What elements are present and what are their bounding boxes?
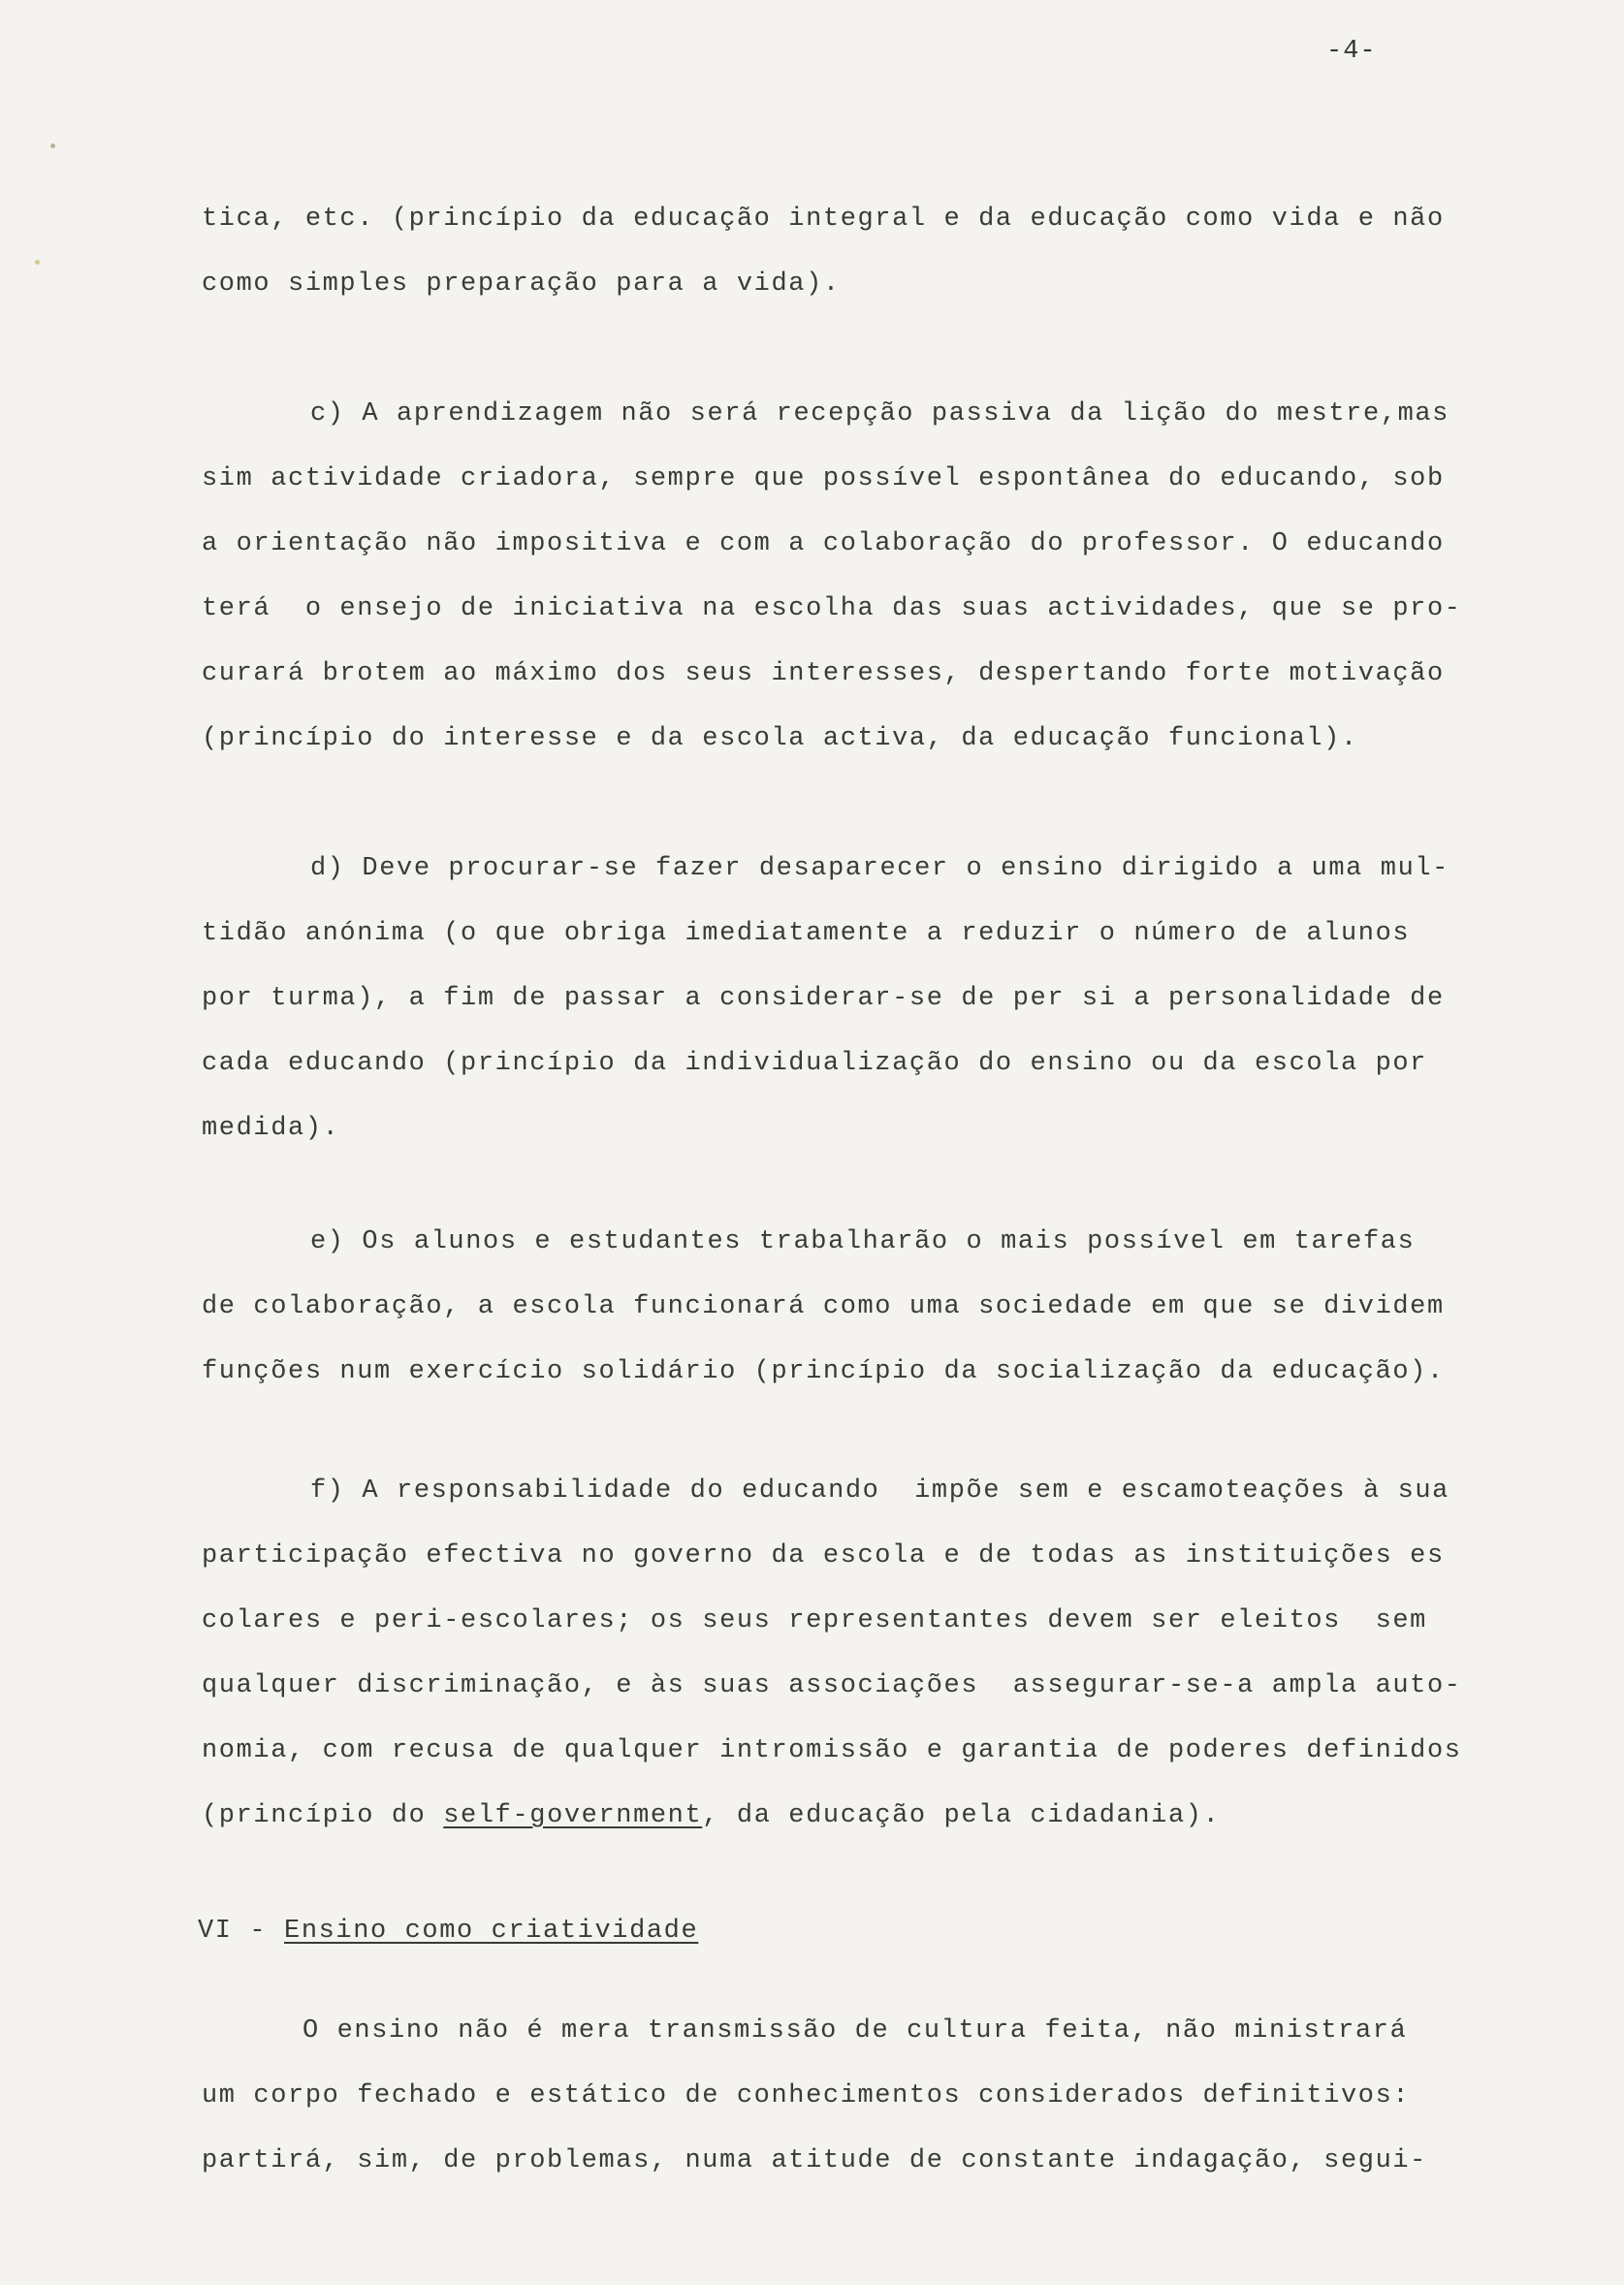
paragraph-e — [202, 1210, 1483, 1405]
paragraph-d — [202, 837, 1483, 1161]
text-line: um corpo fechado e estático de conhecimentos considerados definitivos: — [202, 2081, 1411, 2110]
text-line: partirá, sim, de problemas, numa atitude de constante indagação, segui- — [202, 2146, 1427, 2175]
text-line: colares e peri-escolares; os seus representantes devem ser eleitos sem — [202, 1606, 1427, 1635]
text-line: tidão anónima (o que obriga imediatamente a reduzir o número de alunos — [202, 919, 1411, 948]
text-line: participação efectiva no governo da escola e de todas as instituições es — [202, 1541, 1445, 1571]
underlined-term: self-government — [443, 1801, 703, 1830]
text-line: c) A aprendizagem não será recepção passiva da lição do mestre,mas — [310, 399, 1449, 428]
text-line — [202, 1784, 1483, 1849]
page-number: -4- — [1326, 37, 1377, 66]
paragraph-c — [202, 382, 1483, 772]
text-segment: , da educação pela cidadania). — [702, 1801, 1221, 1830]
text-line: a orientação não impositiva e com a colaboração do professor. O educando — [202, 529, 1445, 558]
section-number: VI - — [198, 1917, 285, 1946]
text-line: f) A responsabilidade do educando impõe sem e escamoteações à sua — [310, 1476, 1449, 1506]
text-line: de colaboração, a escola funcionará como uma sociedade em que se dividem — [202, 1292, 1445, 1321]
paragraph-b-tail — [202, 187, 1483, 317]
text-line: por turma), a fim de passar a considerar-se de per si a personalidade de — [202, 984, 1445, 1013]
text-line: (princípio do interesse e da escola activa, da educação funcional). — [202, 724, 1358, 753]
text-line: nomia, com recusa de qualquer intromissão e garantia de poderes definidos — [202, 1736, 1462, 1765]
text-segment: (princípio do — [202, 1801, 444, 1830]
text-line: sim actividade criadora, sempre que possível espontânea do educando, sob — [202, 464, 1445, 493]
paragraph-f — [202, 1459, 1483, 1849]
text-line: medida). — [202, 1114, 340, 1143]
text-line: como simples preparação para a vida). — [202, 270, 841, 299]
document-body — [198, 187, 1483, 2194]
section-heading — [198, 1899, 1483, 1964]
text-line: e) Os alunos e estudantes trabalharão o mais possível em tarefas — [310, 1227, 1416, 1256]
text-line: d) Deve procurar-se fazer desaparecer o ensino dirigido a uma mul- — [310, 854, 1449, 883]
section-title: Ensino como criatividade — [284, 1917, 699, 1946]
text-line: O ensino não é mera transmissão de cultura feita, não ministrará — [303, 2016, 1408, 2046]
paper-speck — [35, 260, 40, 265]
paragraph-vi — [202, 1999, 1483, 2194]
text-line: terá o ensejo de iniciativa na escolha das suas actividades, que se pro- — [202, 594, 1462, 623]
text-line: funções num exercício solidário (princípio da socialização da educação). — [202, 1357, 1445, 1386]
text-line: qualquer discriminação, e às suas associações assegurar-se-a ampla auto- — [202, 1671, 1462, 1700]
paper-speck — [50, 143, 55, 148]
text-line: tica, etc. (princípio da educação integral e da educação como vida e não — [202, 205, 1445, 234]
text-line: cada educando (princípio da individualização do ensino ou da escola por — [202, 1049, 1427, 1078]
text-line: curará brotem ao máximo dos seus interesses, despertando forte motivação — [202, 659, 1445, 688]
